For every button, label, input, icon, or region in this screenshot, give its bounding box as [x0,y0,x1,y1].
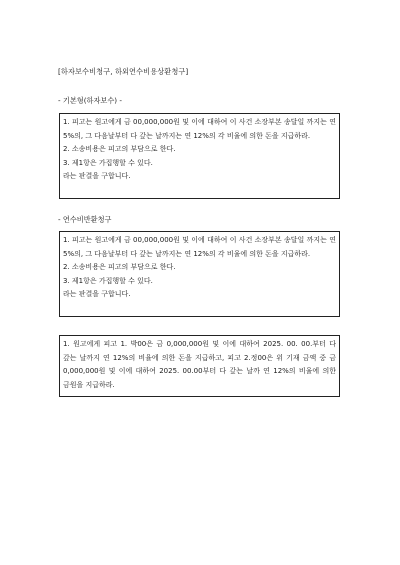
primary-claim-box [59,113,340,199]
document-title: [하자보수비청구, 하외연수비용상환청구] [58,67,189,76]
reimbursement-claim-closing: 라는 판결을 구합니다. [63,290,131,299]
primary-claim-item-1: 1. 피고는 원고에게 금 00,000,000원 및 이에 대하여 이 사건 소장부본 송달일 까지는 연 5%의, 그 다음날부터 다 갚는 날까지는 연 12%의 각 비율에 의한 돈을 지급하라. [63,118,336,140]
multi-defendant-claim-box [59,335,340,397]
primary-claim-item-2: 2. 소송비용은 피고의 부담으로 한다. [63,145,176,154]
primary-claim-item-3: 3. 제1항은 가집행할 수 있다. [63,158,153,167]
reimbursement-claim-item-3: 3. 제1항은 가집행할 수 있다. [63,276,153,285]
primary-claim-heading: - 기본형(하자보수) - [58,96,122,105]
multi-defendant-claim-text: 1. 원고에게 피고 1. 박00은 금 0,000,000원 및 이에 대하여 2025. 00. 00.부터 다 갚는 날까지 연 12%의 비율에 의한 돈을 지급하고, 피고 2.정00은 위 기재 금액 중 금 0,000,000원 및 이에 대하여 2025. 00.00부터 다 갚는 날까 연 12%의 비율에 의한 금원을 지급하라. [63,340,336,389]
primary-claim-closing: 라는 판결을 구합니다. [63,172,131,181]
reimbursement-claim-box [59,231,340,317]
reimbursement-claim-item-1: 1. 피고는 원고에게 금 00,000,000원 및 이에 대하여 이 사건 소장부본 송달일 까지는 연 5%의, 그 다음날부터 다 갚는 날까지는 연 12%의 각 비율에 의한 돈을 지급하라. [63,236,336,258]
reimbursement-claim-item-2: 2. 소송비용은 피고의 부담으로 한다. [63,263,176,272]
reimbursement-claim-heading: - 연수비반환청구 [58,215,112,224]
